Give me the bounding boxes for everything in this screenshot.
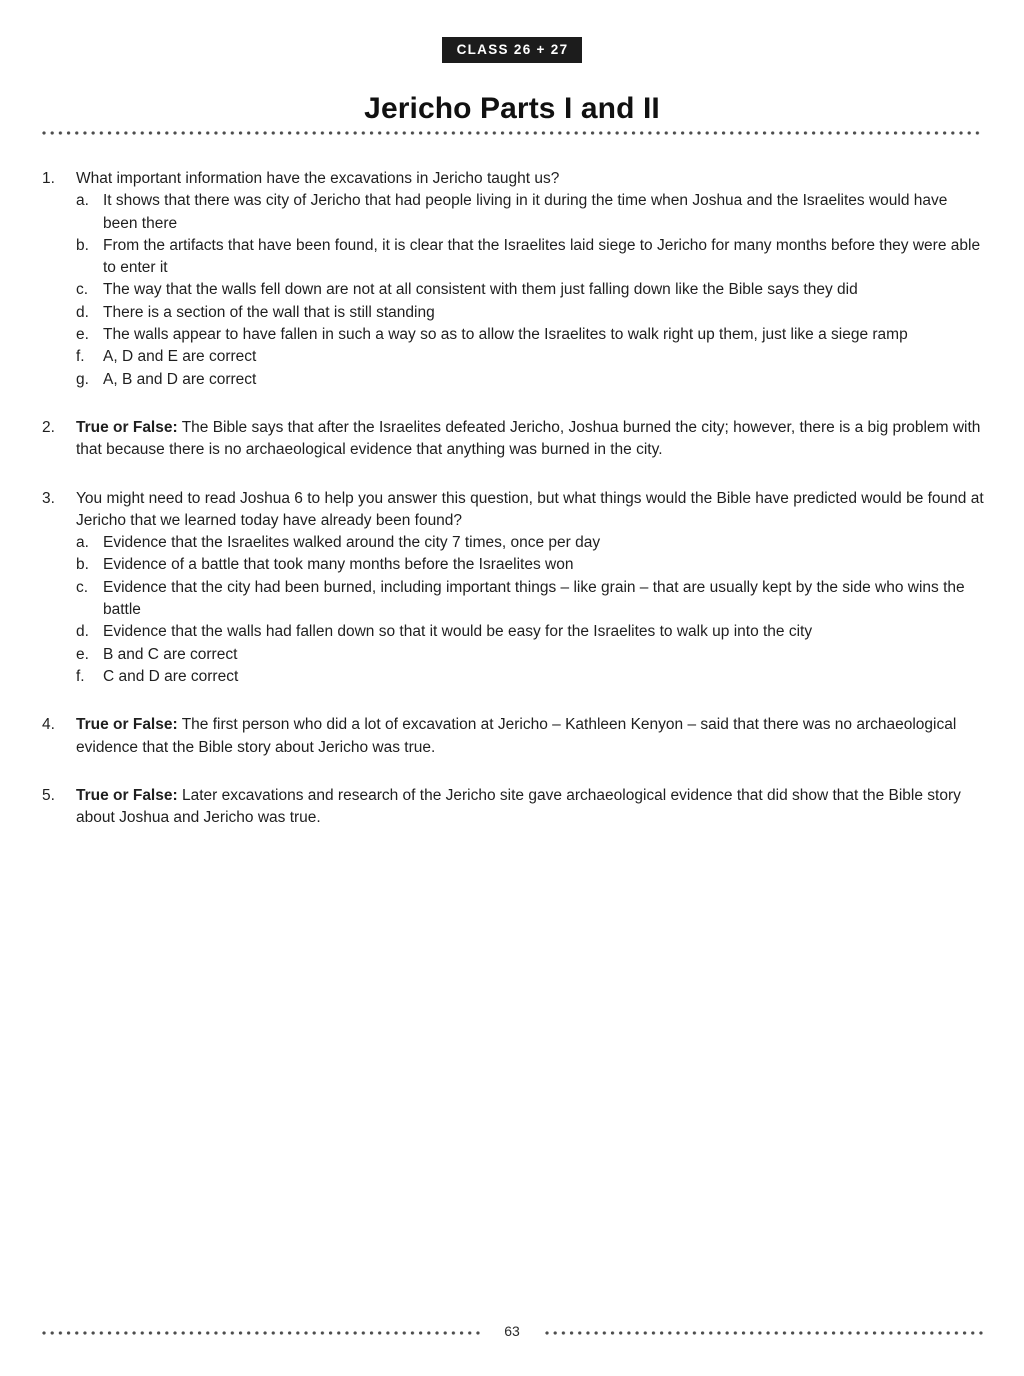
page-number: 63 [504, 1323, 520, 1339]
question-block [42, 168, 984, 391]
question-block [42, 488, 984, 689]
option-text: A, B and D are correct [103, 370, 257, 388]
option-text: The way that the walls fell down are not at all consistent with them just falling down like the Bible says they did [103, 281, 858, 299]
answer-option[interactable] [42, 621, 984, 643]
question-text-row [42, 714, 984, 759]
page-title: Jericho Parts I and II [364, 92, 660, 125]
option-letter: e. [76, 326, 89, 344]
question-text-row [42, 168, 984, 190]
option-letter: c. [76, 281, 89, 299]
answer-option[interactable] [42, 190, 984, 235]
option-letter: d. [76, 623, 89, 641]
question-text: Later excavations and research of the Jericho site gave archaeological evidence that did show that the Bible story about Joshua and Jericho was true. [76, 786, 961, 827]
option-letter: g. [76, 370, 89, 388]
option-letter: d. [76, 303, 89, 321]
question-number: 5. [42, 786, 55, 804]
answer-option[interactable] [42, 644, 984, 666]
option-letter: f. [76, 667, 85, 685]
option-letter: b. [76, 236, 89, 254]
answer-option[interactable] [42, 324, 984, 346]
option-letter: a. [76, 534, 89, 552]
option-text: There is a section of the wall that is still standing [103, 303, 435, 321]
option-text: Evidence that the Israelites walked around the city 7 times, once per day [103, 534, 601, 552]
question-number: 2. [42, 418, 55, 436]
question-number: 1. [42, 170, 55, 187]
title-divider [42, 131, 982, 135]
answer-option[interactable] [42, 279, 984, 301]
question-block [42, 714, 984, 759]
question-text-row [42, 488, 984, 533]
answer-options [42, 190, 984, 391]
option-text: Evidence of a battle that took many months before the Israelites won [103, 556, 574, 574]
question-text: The first person who did a lot of excavation at Jericho – Kathleen Kenyon – said that there was no archaeological evidence that the Bible story about Jericho was true. [76, 716, 957, 756]
option-text: Evidence that the walls had fallen down so that it would be easy for the Israelites to walk up into the city [103, 623, 813, 641]
answer-options [42, 532, 984, 688]
answer-option[interactable] [42, 346, 984, 368]
class-badge: CLASS 26 + 27 [442, 37, 583, 63]
option-text: B and C are correct [103, 645, 238, 663]
class-badge-row [0, 37, 1024, 63]
answer-option[interactable] [42, 235, 984, 280]
question-text: You might need to read Joshua 6 to help you answer this question, but what things would the Bible have predicted would be found at Jericho that we learned today have already been found? [76, 489, 984, 529]
option-text: A, D and E are correct [103, 348, 257, 366]
option-letter: a. [76, 192, 89, 210]
question-text-row [42, 417, 984, 462]
option-letter: e. [76, 645, 89, 663]
question-block [42, 417, 984, 462]
true-or-false-label: True or False: [76, 786, 178, 804]
option-letter: f. [76, 348, 85, 366]
question-number: 3. [42, 489, 55, 507]
footer-divider-right [545, 1331, 983, 1335]
questions-list [42, 168, 984, 829]
option-text: From the artifacts that have been found, it is clear that the Israelites laid siege to Jericho for many months before they were able to enter it [103, 236, 981, 277]
option-text: It shows that there was city of Jericho that had people living in it during the time when Joshua and the Israelites would have been there [103, 192, 948, 232]
answer-option[interactable] [42, 577, 984, 622]
option-text: C and D are correct [103, 667, 239, 685]
question-text: The Bible says that after the Israelites defeated Jericho, Joshua burned the city; however, there is a big problem with that because there is no archaeological evidence that anything was burned in the city. [76, 418, 981, 459]
answer-option[interactable] [42, 666, 984, 688]
footer-divider-left [42, 1331, 480, 1335]
answer-option[interactable] [42, 532, 984, 554]
option-text: Evidence that the city had been burned, including important things – like grain – that are usually kept by the side who wins the battle [103, 578, 965, 619]
answer-option[interactable] [42, 302, 984, 324]
true-or-false-label: True or False: [76, 716, 178, 734]
answer-option[interactable] [42, 554, 984, 576]
option-text: The walls appear to have fallen in such a way so as to allow the Israelites to walk right up them, just like a siege ramp [103, 326, 908, 344]
answer-option[interactable] [42, 369, 984, 391]
question-block [42, 785, 984, 830]
true-or-false-label: True or False: [76, 418, 178, 436]
option-letter: c. [76, 578, 89, 596]
question-text: What important information have the excavations in Jericho taught us? [76, 170, 560, 187]
question-number: 4. [42, 716, 55, 734]
option-letter: b. [76, 556, 89, 574]
question-text-row [42, 785, 984, 830]
